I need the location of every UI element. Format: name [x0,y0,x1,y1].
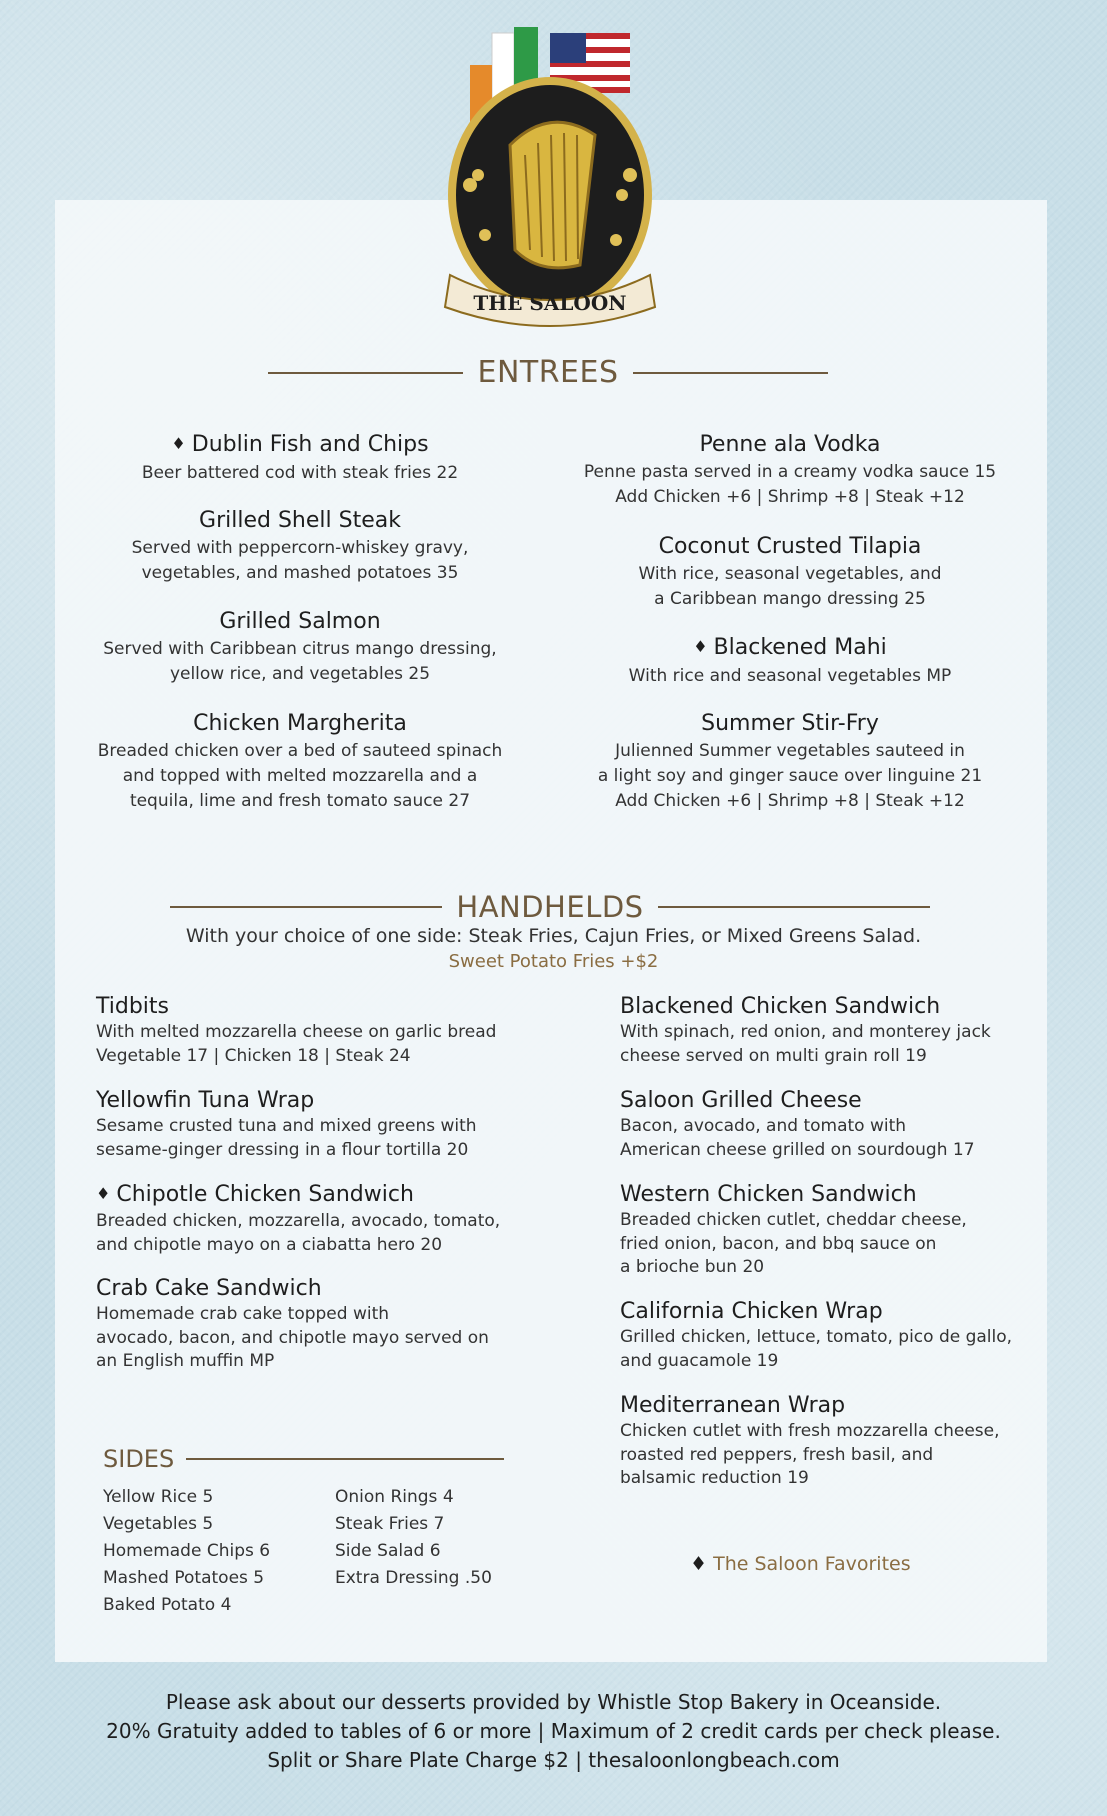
handheld-item [96,993,536,1068]
side-item: Onion Rings 4 [335,1487,454,1507]
item-desc: and chipotle mayo on a ciabatta hero 20 [96,1234,443,1255]
item-desc: balsamic reduction 19 [620,1468,809,1488]
footer-line: Split or Share Plate Charge $2 | thesaloonlongbeach.com [267,1748,840,1772]
item-desc: fried onion, bacon, and bbq sauce on [620,1233,937,1254]
item-desc: With rice and seasonal vegetables MP [628,666,952,686]
item-desc: Chicken cutlet with fresh mozzarella cheese, [620,1421,1000,1441]
item-name: Chipotle Chicken Sandwich [116,1182,414,1207]
item-name: Penne ala Vodka [699,432,881,457]
entree-item [560,633,1020,689]
item-desc: yellow rice, and vegetables 25 [169,664,431,684]
item-desc: an English muffin MP [96,1351,275,1371]
handheld-item [620,1181,1040,1280]
sides-list [335,1484,492,1592]
handheld-item [96,1275,536,1374]
item-desc: sesame-ginger dressing in a flour tortilla 20 [96,1139,469,1160]
title-rule [633,372,828,374]
title-rule [170,906,442,908]
saloon-logo [430,25,670,335]
item-desc: Breaded chicken cutlet, cheddar cheese, [620,1210,967,1230]
handheld-item [620,993,1040,1068]
side-item: Side Salad 6 [335,1541,441,1561]
item-name: Saloon Grilled Cheese [620,1088,862,1113]
side-item: Steak Fries 7 [335,1514,445,1534]
item-desc: American cheese grilled on sourdough 17 [620,1139,975,1160]
side-item: Baked Potato 4 [103,1595,232,1615]
item-desc: a brioche bun 20 [620,1257,765,1277]
item-desc: Breaded chicken, mozzarella, avocado, tomato, [96,1211,501,1231]
item-desc: Sesame crusted tuna and mixed greens with [96,1116,477,1136]
item-desc: roasted red peppers, fresh basil, and [620,1444,934,1465]
handheld-item [620,1298,1040,1373]
title-rule [268,372,463,374]
handhelds-subtitle-accent: Sweet Potato Fries +$2 [448,951,659,972]
handhelds-subtitle: With your choice of one side: Steak Fries, Cajun Fries, or Mixed Greens Salad. [185,925,922,947]
entree-item [560,430,1020,510]
item-addons: Add Chicken +6 | Shrimp +8 | Steak +12 [615,487,965,507]
favorites-legend [690,1553,911,1575]
item-name: Western Chicken Sandwich [620,1182,917,1207]
item-name: Coconut Crusted Tilapia [658,534,922,559]
item-desc: With rice, seasonal vegetables, and [638,564,942,584]
item-desc: Breaded chicken over a bed of sauteed spinach [97,741,503,761]
favorite-diamond-icon: ♦ [690,1553,708,1575]
item-addons: Vegetable 17 | Chicken 18 | Steak 24 [96,1045,411,1066]
item-name: Blackened Chicken Sandwich [620,994,941,1019]
favorite-diamond-icon: ♦ [96,1184,111,1203]
item-name: Yellowfin Tuna Wrap [96,1088,315,1113]
item-name: Summer Stir-Fry [701,711,879,736]
item-name: Tidbits [96,994,170,1019]
item-desc: Beer battered cod with steak fries 22 [141,463,459,483]
item-addons: Add Chicken +6 | Shrimp +8 | Steak +12 [615,791,965,811]
item-desc: With melted mozzarella cheese on garlic bread [96,1022,497,1042]
item-name: Chicken Margherita [193,711,407,736]
sides-heading [103,1445,504,1473]
footer [0,1688,1107,1775]
item-desc: and guacamole 19 [620,1350,779,1371]
handheld-item [620,1087,1040,1162]
item-desc: cheese served on multi grain roll 19 [620,1045,927,1066]
handhelds-title: HANDHELDS [456,890,644,924]
item-desc: vegetables, and mashed potatoes 35 [141,563,459,583]
entree-item [75,430,525,486]
side-item: Yellow Rice 5 [103,1487,214,1507]
item-name: Mediterranean Wrap [620,1393,846,1418]
favorites-legend-text: The Saloon Favorites [713,1553,911,1575]
handhelds-heading [170,890,930,924]
logo-text: THE SALOON [473,291,627,315]
item-name: Blackened Mahi [713,635,887,660]
title-rule [186,1458,504,1460]
item-name: Grilled Shell Steak [199,508,401,533]
item-name: Dublin Fish and Chips [191,432,429,457]
entree-item [75,709,525,814]
handheld-item [96,1087,536,1162]
item-name: California Chicken Wrap [620,1299,883,1324]
entree-item [560,532,1020,612]
side-item: Mashed Potatoes 5 [103,1568,265,1588]
favorite-diamond-icon: ♦ [171,434,186,453]
item-desc: With spinach, red onion, and monterey jack [620,1022,991,1042]
item-desc: Homemade crab cake topped with [96,1304,390,1324]
sides-title: SIDES [103,1445,175,1473]
handheld-item [96,1181,536,1257]
item-desc: Served with peppercorn-whiskey gravy, [131,538,469,558]
entree-item [560,709,1020,814]
entree-item [75,607,525,687]
item-name: Grilled Salmon [219,609,381,634]
item-desc: avocado, bacon, and chipotle mayo served on [96,1327,489,1348]
side-item: Homemade Chips 6 [103,1541,271,1561]
item-desc: Served with Caribbean citrus mango dressing, [103,639,497,659]
item-desc: and topped with melted mozzarella and a [122,766,478,786]
item-desc: Penne pasta served in a creamy vodka sauce 15 [583,462,997,482]
item-desc: a light soy and ginger sauce over linguine 21 [597,766,983,786]
item-desc: Julienned Summer vegetables sauteed in [615,741,965,761]
sides-list [103,1484,270,1619]
entree-item [75,506,525,586]
footer-line: Please ask about our desserts provided by Whistle Stop Bakery in Oceanside. [165,1690,942,1714]
side-item: Vegetables 5 [103,1514,214,1534]
favorite-diamond-icon: ♦ [693,637,708,656]
entrees-title: ENTREES [477,355,619,390]
item-desc: Bacon, avocado, and tomato with [620,1116,907,1136]
side-item: Extra Dressing .50 [335,1568,492,1588]
title-rule [658,906,930,908]
item-name: Crab Cake Sandwich [96,1276,322,1301]
handheld-item [620,1392,1040,1491]
item-desc: tequila, lime and fresh tomato sauce 27 [129,791,471,811]
footer-line: 20% Gratuity added to tables of 6 or more | Maximum of 2 credit cards per check please. [106,1719,1001,1743]
item-desc: Grilled chicken, lettuce, tomato, pico de gallo, [620,1327,1013,1347]
entrees-heading [268,355,828,390]
item-desc: a Caribbean mango dressing 25 [654,589,926,609]
